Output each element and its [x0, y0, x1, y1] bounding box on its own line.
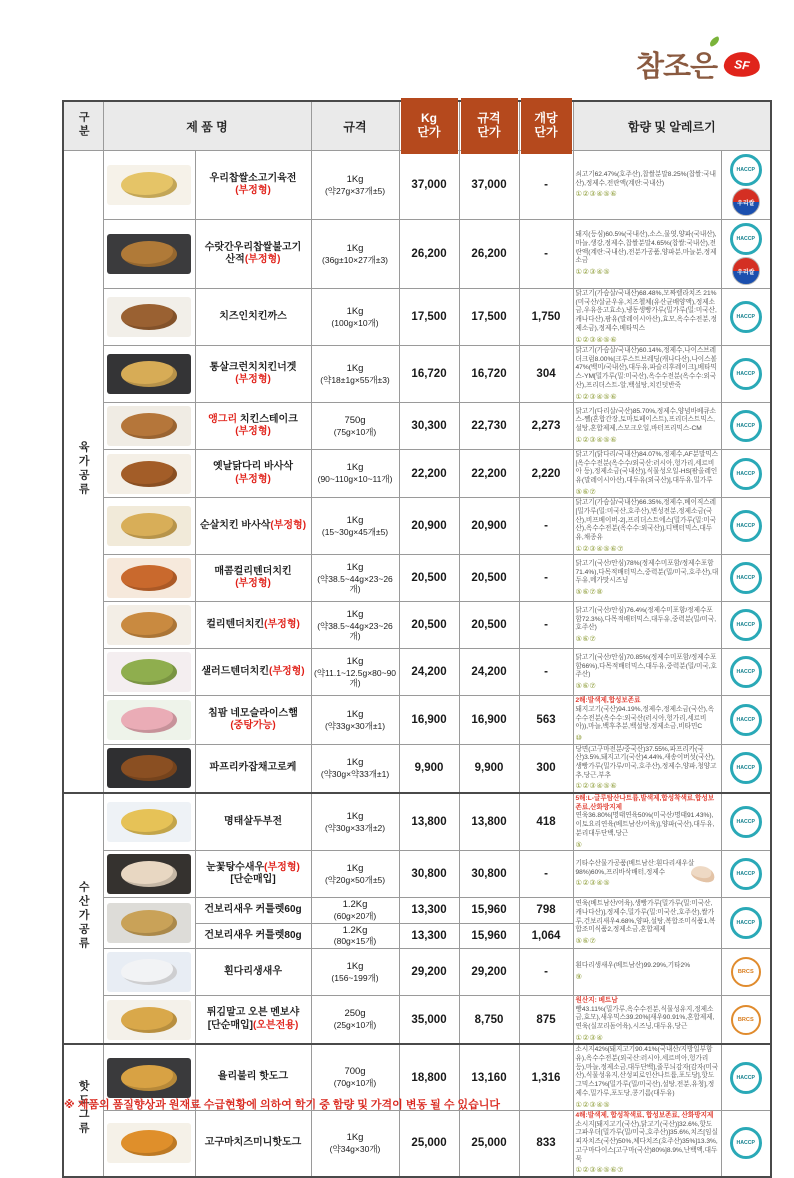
haccp-badge: HACCP — [730, 154, 762, 186]
product-spec: 1Kg (약18±1g×55개±3) — [311, 346, 399, 403]
product-spec: 1Kg (약34g×30개) — [311, 1111, 399, 1177]
product-name: 튀김말고 오븐 멘보샤 [단순매입](오븐전용) — [195, 996, 311, 1045]
product-row — [63, 793, 771, 851]
kg-price: 20,500 — [399, 555, 459, 602]
spec-price: 30,800 — [459, 851, 519, 898]
cert-badges — [721, 289, 771, 346]
product-row — [63, 744, 771, 793]
allergy-info: 닭고기(가슴살/국내산)66.35%,정제수,베이직스레[밀가루(밀:미국산,호주산),변성전분,정제소금(국산),비프베이버-2],프리더스트에스[밀가루(밀:미국산),옥수수전분(옥수수:외국산)],디백터믹스,대두유,채종유 ①②③④⑤⑥⑦ — [573, 498, 721, 555]
product-image-cell — [103, 220, 195, 289]
product-image — [107, 605, 191, 645]
cert-badges — [721, 996, 771, 1045]
spec-price: 16,720 — [459, 346, 519, 403]
kg-price: 29,200 — [399, 949, 459, 996]
product-spec: 1Kg (90~110g×10~11개) — [311, 450, 399, 498]
product-spec: 1Kg (36g±10×27개±3) — [311, 220, 399, 289]
kg-price: 17,500 — [399, 289, 459, 346]
product-row — [63, 403, 771, 450]
haccp-badge: HACCP — [730, 752, 762, 784]
footnote: ※ 제품의 품질향상과 원재료 수급현황에 의하여 학기 중 함량 및 가격이 변동 될 수 있습니다 — [64, 1099, 501, 1111]
product-image-cell — [103, 450, 195, 498]
product-image-cell — [103, 346, 195, 403]
allergy-info: 닭고기(가슴살/국내산)68.48%,모짜렐라치즈 21%(미국산/살균우유,치즈첼체(유산균배양액),정제소금,우유응고효소),냉동생빵가루(밀가루(밀:미국산,캐나다산),팜유(말레이시아산),효모,옥수수전분,정제소금),정제수,베타믹스 ①②③④⑤⑥ — [573, 289, 721, 346]
kg-price: 35,000 — [399, 996, 459, 1045]
product-image — [107, 952, 191, 992]
product-spec: 1Kg (약30g×약33개±1) — [311, 744, 399, 793]
unit-price: - — [519, 151, 573, 220]
cert-badges — [721, 898, 771, 949]
allergy-info: 소시지42%[돼지고기90.41%(국내산/지방일부함유),옥수수전분(외국산:러시아,세르비아,헝가리등),마늘,정제소금,대두단백],줄무늬감자[감자(미국산),식물성유지,산성피로인산나트륨,포도당],핫도그믹스17%[밀가루(밀/미국산),설탕,전분,유청],정제수,밀가루,포도당,콩기름(대두유) ①②③④⑤ — [573, 1044, 721, 1110]
spec-price: 8,750 — [459, 996, 519, 1045]
product-image — [107, 234, 191, 274]
product-spec: 1Kg (약11.1~12.5g×80~90개) — [311, 649, 399, 696]
cert-badges — [721, 555, 771, 602]
kg-price: 30,300 — [399, 403, 459, 450]
kg-price: 18,800 — [399, 1044, 459, 1110]
category-label: 수산가공류 — [77, 881, 90, 952]
product-row — [63, 346, 771, 403]
allergy-info: 원산지: 베트남 빵43.11%(밀가루,옥수수전분,식물성유지,정제소금,효모),새우믹스39.20%[새우90.91%,혼합제제,연육(실꼬리돔어육),시즈닝,대두유,당근 ①②③④ — [573, 996, 721, 1045]
kg-price: 16,900 — [399, 696, 459, 744]
product-image-cell — [103, 793, 195, 851]
product-name: 앵그리 치킨스테이크 (부정형) — [195, 403, 311, 450]
kg-price: 9,900 — [399, 744, 459, 793]
spec-price: 20,500 — [459, 555, 519, 602]
kg-price: 26,200 — [399, 220, 459, 289]
product-image-cell — [103, 498, 195, 555]
product-name: 우리찹쌀소고기육전 (부정형) — [195, 151, 311, 220]
haccp-badge: HACCP — [730, 223, 762, 255]
unit-price: 2,273 — [519, 403, 573, 450]
cert-badges — [721, 220, 771, 289]
product-row — [63, 696, 771, 744]
brcs-badge: BRCS — [731, 1005, 761, 1035]
haccp-badge: HACCP — [730, 806, 762, 838]
product-name: 파프리카잡채고로케 — [195, 744, 311, 793]
product-spec: 1Kg (약33g×30개±1) — [311, 696, 399, 744]
col-header-spec-price: 규격 단가 — [459, 101, 519, 151]
unit-price: 1,750 — [519, 289, 573, 346]
product-row — [63, 949, 771, 996]
product-image-cell — [103, 403, 195, 450]
cert-badges — [721, 602, 771, 649]
col-header-allergy: 함량 및 알레르기 — [573, 101, 771, 151]
allergy-info: 닭고기(다리살/국산)85.70%,정제수,양념바베큐소스-쩰(혼합간장,토마토페이스트),프리더스트믹스,설탕,혼합제제,스모크오일,바터프리믹스-CM ①②③④⑤⑥ — [573, 403, 721, 450]
brand-name: 참조은 — [635, 51, 717, 83]
spec-price: 29,200 — [459, 949, 519, 996]
haccp-badge: HACCP — [730, 609, 762, 641]
haccp-badge: HACCP — [730, 562, 762, 594]
product-name: 수랏간우리찹쌀불고기 산적(부정형) — [195, 220, 311, 289]
product-spec: 1.2Kg (80g×15개) — [311, 923, 399, 949]
unit-price: - — [519, 851, 573, 898]
product-spec: 250g (25g×10개) — [311, 996, 399, 1045]
product-name: 통살크런치치킨너겟 (부정형) — [195, 346, 311, 403]
product-spec: 1Kg (약38.5~44g×23~26개) — [311, 555, 399, 602]
cert-badges — [721, 696, 771, 744]
spec-price: 13,800 — [459, 793, 519, 851]
product-image — [107, 297, 191, 337]
product-image — [107, 406, 191, 446]
product-image-cell — [103, 289, 195, 346]
unit-price: - — [519, 649, 573, 696]
category-cell — [63, 151, 103, 793]
haccp-badge: HACCP — [730, 458, 762, 490]
col-header-spec: 규격 — [311, 101, 399, 151]
product-row — [63, 851, 771, 898]
allergy-info: 4해:발색제, 합성착색료, 합성보존료, 산화방지제 소시지[돼지고기(국산),닭고기(국산)]32.6%,핫도그파우더[밀가루(밀/미국,호주산)]35.6%,치즈[임실피자치즈(국산)50%,체다치즈(호주산)35%]13.3%,고구마다이스[고구마(국산)80%]8.9%,난백액,대두묵 ①②③④⑤⑥⑦ — [573, 1111, 721, 1177]
unit-price: 300 — [519, 744, 573, 793]
allergy-info: 당면(고구마전분/중국산)37.55%,파프리카(국산)3.5%,돼지고기(국산)4.44%,새송이버섯(국산),생빵가루(밀가루/미국,호주산),정제수,양파,청양고추,당근,부추 ①②③④⑤⑥ — [573, 744, 721, 793]
cert-badges — [721, 744, 771, 793]
unit-price: - — [519, 949, 573, 996]
spec-price: 22,200 — [459, 450, 519, 498]
kg-price: 24,200 — [399, 649, 459, 696]
spec-price: 24,200 — [459, 649, 519, 696]
col-header-kg-price: Kg 단가 — [399, 101, 459, 151]
product-image-cell — [103, 151, 195, 220]
product-image — [107, 854, 191, 894]
product-image — [107, 165, 191, 205]
spec-price: 16,900 — [459, 696, 519, 744]
product-spec: 1Kg (약30g×33개±2) — [311, 793, 399, 851]
category-label: 핫도그류 — [77, 1080, 90, 1137]
product-row — [63, 649, 771, 696]
col-header-name: 제 품 명 — [103, 101, 311, 151]
product-image — [107, 1058, 191, 1098]
product-image-cell — [103, 649, 195, 696]
product-row — [63, 1111, 771, 1177]
product-image-cell — [103, 696, 195, 744]
product-row — [63, 151, 771, 220]
product-name: 흰다리생새우 — [195, 949, 311, 996]
kg-price: 16,720 — [399, 346, 459, 403]
product-spec: 1Kg (100g×10개) — [311, 289, 399, 346]
spec-price: 20,900 — [459, 498, 519, 555]
unit-price: 304 — [519, 346, 573, 403]
product-image-cell — [103, 898, 195, 949]
product-spec: 1Kg (약20g×50개±5) — [311, 851, 399, 898]
haccp-badge: HACCP — [730, 358, 762, 390]
cert-badges — [721, 346, 771, 403]
table-body — [63, 151, 771, 1177]
spec-price: 25,000 — [459, 1111, 519, 1177]
sf-badge: SF — [723, 50, 761, 79]
brcs-badge: BRCS — [731, 957, 761, 987]
unit-price: - — [519, 220, 573, 289]
product-name: 명태살두부전 — [195, 793, 311, 851]
spec-price: 26,200 — [459, 220, 519, 289]
kg-price: 30,800 — [399, 851, 459, 898]
allergy-info: 5해:L-글루탐산나트륨,발색제,합성착색료,합성보존료,산화방지제 연육36.80%[명태연육50%(미국산/명태91.43%),이토요리연육(베트남산/어육)],양파(국산),대두유,분리대두단백,당근 ⑤ — [573, 793, 721, 851]
product-price-table — [62, 100, 772, 1178]
haccp-badge: HACCP — [730, 301, 762, 333]
allergy-info: 기타수산물가공품(베트남산:흰다리새우살98%)60%,프리바삭배터,정제수 ①②③④⑤ — [573, 851, 721, 898]
cert-badges — [721, 450, 771, 498]
product-image — [107, 354, 191, 394]
product-row — [63, 498, 771, 555]
product-row — [63, 898, 771, 924]
cert-badge: 우리쌀 — [732, 188, 760, 216]
spec-price: 22,730 — [459, 403, 519, 450]
allergy-info: 2해:발색제,합성보존료 돼지고기(국산)94.19%,정제수,정제소금(국산),옥수수전분(옥수수:외국산(러시아,헝가리,세르비아)),마늘,백후추분,백설탕,정제소금,비타민C ⑩ — [573, 696, 721, 744]
kg-price: 13,300 — [399, 923, 459, 949]
category-cell — [63, 793, 103, 1044]
unit-price: - — [519, 498, 573, 555]
unit-price: 563 — [519, 696, 573, 744]
product-image — [107, 652, 191, 692]
col-header-category: 구분 — [63, 101, 103, 151]
spec-price: 9,900 — [459, 744, 519, 793]
product-image — [107, 506, 191, 546]
product-image — [107, 1000, 191, 1040]
product-image-cell — [103, 949, 195, 996]
unit-price: 875 — [519, 996, 573, 1045]
product-spec: 1Kg (약38.5~44g×23~26개) — [311, 602, 399, 649]
spec-price: 13,160 — [459, 1044, 519, 1110]
haccp-badge: HACCP — [730, 510, 762, 542]
product-image-cell — [103, 851, 195, 898]
product-name: 순살치킨 바사삭(부정형) — [195, 498, 311, 555]
product-image-cell — [103, 555, 195, 602]
product-row — [63, 220, 771, 289]
product-spec: 1.2Kg (60g×20개) — [311, 898, 399, 924]
haccp-badge: HACCP — [730, 1062, 762, 1094]
cert-badges — [721, 151, 771, 220]
product-row — [63, 602, 771, 649]
cert-badge: 우리쌀 — [732, 257, 760, 285]
unit-price: 798 — [519, 898, 573, 924]
cert-badges — [721, 949, 771, 996]
spec-price: 15,960 — [459, 898, 519, 924]
product-name: 침팜 네모슬라이스햄 (중탕가능) — [195, 696, 311, 744]
unit-price: 1,064 — [519, 923, 573, 949]
kg-price: 22,200 — [399, 450, 459, 498]
product-image — [107, 1123, 191, 1163]
spec-price: 17,500 — [459, 289, 519, 346]
product-spec: 750g (75g×10개) — [311, 403, 399, 450]
product-name: 눈꽃탕수새우(부정형) [단순매입] — [195, 851, 311, 898]
product-spec: 700g (70g×10개) — [311, 1044, 399, 1110]
product-image — [107, 454, 191, 494]
product-row — [63, 996, 771, 1045]
cert-badges — [721, 403, 771, 450]
product-spec: 1Kg (156~199개) — [311, 949, 399, 996]
cert-badges — [721, 649, 771, 696]
product-image — [107, 748, 191, 788]
unit-price: 418 — [519, 793, 573, 851]
spec-price: 15,960 — [459, 923, 519, 949]
allergy-info: 닭고기(닭다리/국내산)84.07%,정제수,AF분말믹스[옥수수전분(옥수수/외국산:러시아,헝가리,세르비아 등),정제소금(국내산)],식물성오일-HS[팜올레인유(말레이시아산),대두유(외국산)],대두유,밀가루 ⑤⑥⑦ — [573, 450, 721, 498]
product-spec: 1Kg (약27g×37개±5) — [311, 151, 399, 220]
product-image-cell — [103, 996, 195, 1045]
kg-price: 13,800 — [399, 793, 459, 851]
allergy-info: 흰다리생새우(베트남산)99.29%,기타2% ⑨ — [573, 949, 721, 996]
kg-price: 25,000 — [399, 1111, 459, 1177]
kg-price: 13,300 — [399, 898, 459, 924]
allergy-info: 닭고기(국산/안심)76.4%(정제수미포함/정제수포함72.3%),다목적배터믹스,대두유,중력분(밀/미국,호주산) ⑤⑥⑦ — [573, 602, 721, 649]
kg-price: 20,500 — [399, 602, 459, 649]
product-name: 컬리텐더치킨(부정형) — [195, 602, 311, 649]
cert-badges — [721, 1044, 771, 1110]
product-name: 샐러드텐더치킨(부정형) — [195, 649, 311, 696]
allergy-info: 닭고기(국산/안심)78%(정제수미포함/정제수포함71.4%),다목적배터믹스,중력분(밀/미국,호주산),대두유,메가맛시즈닝 ⑤⑥⑦⑧ — [573, 555, 721, 602]
unit-price: - — [519, 602, 573, 649]
haccp-badge: HACCP — [730, 704, 762, 736]
allergy-info: 닭고기(가슴살/국내산)60.14%,정제수,나이스브레더크럼8.00%[크루스트브레딩(캐나다산),나이스볼47%(백미/국내산),대두유,파슬리후레이크],베타믹스-YM[밀가루(밀:미국산),옥수수전분(옥수수:외국산),프리더스트-알,백설탕,치킨덧반죽 ①②③④⑤⑥ — [573, 346, 721, 403]
product-name: 고구마치즈미니핫도그 — [195, 1111, 311, 1177]
product-image — [107, 700, 191, 740]
kg-price: 37,000 — [399, 151, 459, 220]
product-image-cell — [103, 602, 195, 649]
cert-badges — [721, 498, 771, 555]
product-row — [63, 450, 771, 498]
col-header-unit-price: 개당 단가 — [519, 101, 573, 151]
haccp-badge: HACCP — [730, 1127, 762, 1159]
product-image — [107, 802, 191, 842]
cert-badges — [721, 1111, 771, 1177]
product-row — [63, 555, 771, 602]
spec-price: 37,000 — [459, 151, 519, 220]
allergy-info: 연육(베트남산/어육),생빵가루[밀가루(밀:미국산,캐나다산)],정제수,밀가루(밀:미국산,호주산),쌀가루,건보리새우4.68%,양파,설탕,복합조미식품1,복합조미식품2,정제소금,혼합제제 ⑤⑥⑦ — [573, 898, 721, 949]
category-label: 육가공류 — [77, 440, 90, 497]
haccp-badge: HACCP — [730, 858, 762, 890]
kg-price: 20,900 — [399, 498, 459, 555]
product-image — [107, 903, 191, 943]
haccp-badge: HACCP — [730, 656, 762, 688]
cert-badges — [721, 851, 771, 898]
haccp-badge: HACCP — [730, 907, 762, 939]
product-name: 건보리새우 커틀렛80g — [195, 923, 311, 949]
cert-badges — [721, 793, 771, 851]
product-image-cell — [103, 744, 195, 793]
product-image-cell — [103, 1111, 195, 1177]
product-name: 매콤컬리텐더치킨 (부정형) — [195, 555, 311, 602]
unit-price: 833 — [519, 1111, 573, 1177]
product-spec: 1Kg (15~30g×45개±5) — [311, 498, 399, 555]
header-row — [63, 101, 771, 151]
product-row — [63, 289, 771, 346]
product-name: 욜리불리 핫도그 — [195, 1044, 311, 1110]
product-name: 건보리새우 커틀렛60g — [195, 898, 311, 924]
haccp-badge: HACCP — [730, 410, 762, 442]
product-name: 치즈인치킨까스 — [195, 289, 311, 346]
unit-price: - — [519, 555, 573, 602]
unit-price: 1,316 — [519, 1044, 573, 1110]
allergy-info: 닭고기(국산/안심)70.85%(정제수미포함/정제수포함66%),다목적배터믹스,대두유,중력분(밀/미국,호주산) ⑤⑥⑦ — [573, 649, 721, 696]
spec-price: 20,500 — [459, 602, 519, 649]
allergy-info: 쇠고기62.47%(호주산),찹쌀분말8.25%(찹쌀:국내산),정제수,전란액(계란:국내산) ①②③④⑤⑥ — [573, 151, 721, 220]
brand-logo — [636, 44, 760, 85]
allergy-info: 돼지(등심)60.5%(국내산),소스,물엿,양파(국내산),마늘,생강,정제수,찹쌀분말4.65%(찹쌀:국내산),전란액(계란:국내산),전분가공품,양파분,마늘분,정제소금 ①②③④⑤ — [573, 220, 721, 289]
product-image — [107, 558, 191, 598]
unit-price: 2,220 — [519, 450, 573, 498]
product-name: 옛날닭다리 바사삭 (부정형) — [195, 450, 311, 498]
